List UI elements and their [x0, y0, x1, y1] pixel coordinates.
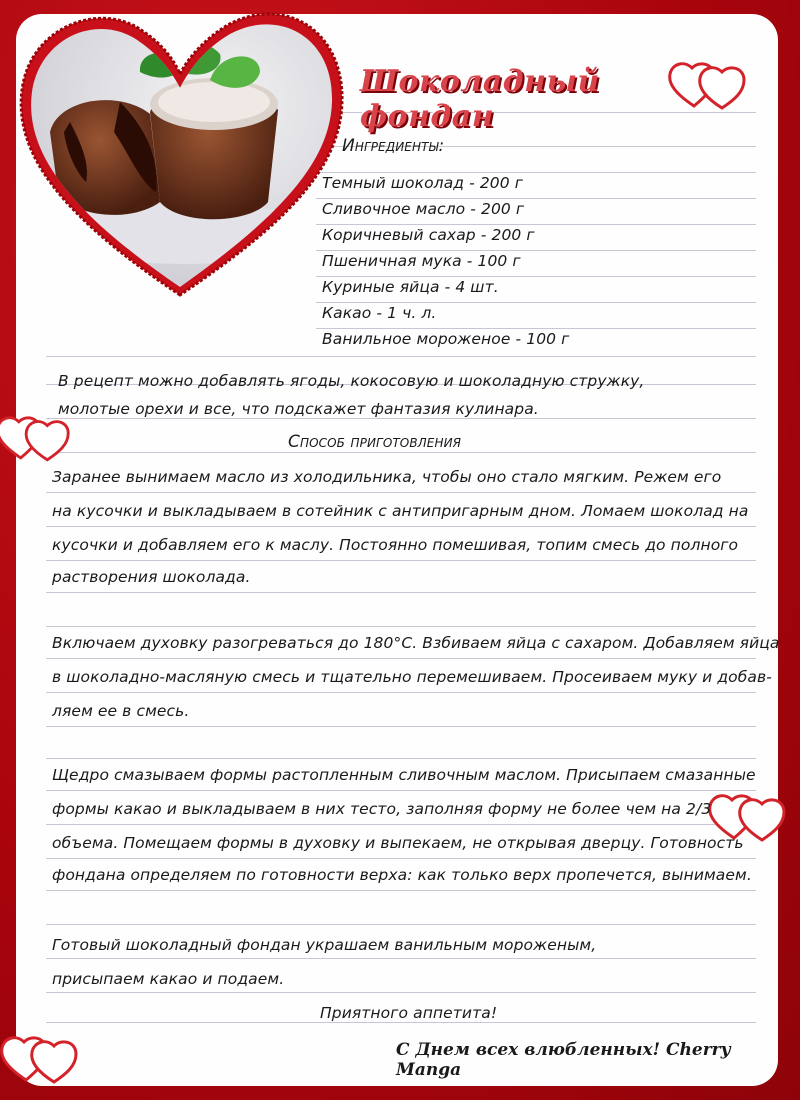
- ruled-line: [46, 692, 756, 693]
- ingredient-item: Сливочное масло - 200 г: [322, 200, 525, 218]
- ruled-line: [46, 858, 756, 859]
- ruled-line: [46, 824, 756, 825]
- ruled-line: [46, 958, 756, 959]
- ruled-line: [316, 198, 756, 199]
- double-heart-icon: [668, 56, 748, 112]
- ruled-line: [46, 418, 756, 419]
- ingredient-item: Коричневый сахар - 200 г: [322, 226, 535, 244]
- step-line: Заранее вынимаем масло из холодильника, чтобы оно стало мягким. Режем его: [52, 468, 722, 486]
- ruled-line: [46, 560, 756, 561]
- ruled-line: [46, 658, 756, 659]
- ruled-line: [316, 302, 756, 303]
- recipe-note-line: молотые орехи и все, что подскажет фантазия кулинара.: [58, 400, 539, 418]
- step-line: растворения шоколада.: [52, 568, 251, 586]
- step-line: формы какао и выкладываем в них тесто, заполняя форму не более чем на 2/3: [52, 800, 712, 818]
- ruled-line: [46, 592, 756, 593]
- ruled-line: [46, 758, 756, 759]
- closing-text: Приятного аппетита!: [320, 1004, 498, 1022]
- step-line: объема. Помещаем формы в духовку и выпекаем, не открывая дверцу. Готовность: [52, 834, 744, 852]
- recipe-title: Шоколадный фондан: [360, 64, 600, 134]
- method-heading: Способ приготовления: [288, 432, 462, 452]
- signature: С Днем всех влюбленных! Cherry Manga: [396, 1040, 731, 1080]
- ruled-line: [316, 276, 756, 277]
- step-line: Включаем духовку разогреваться до 180°С. Взбиваем яйца с сахаром. Добавляем яйца: [52, 634, 780, 652]
- ruled-line: [316, 328, 756, 329]
- step-line: на кусочки и выкладываем в сотейник с антипригарным дном. Ломаем шоколад на: [52, 502, 749, 520]
- ruled-line: [46, 726, 756, 727]
- step-line: в шоколадно-масляную смесь и тщательно перемешиваем. Просеиваем муку и добав-: [52, 668, 772, 686]
- ruled-line: [316, 224, 756, 225]
- step-line: фондана определяем по готовности верха: как только верх пропечется, вынимаем.: [52, 866, 752, 884]
- ruled-line: [46, 1022, 756, 1023]
- double-heart-icon: [0, 1030, 80, 1086]
- ingredient-item: Пшеничная мука - 100 г: [322, 252, 521, 270]
- recipe-note-line: В рецепт можно добавлять ягоды, кокосовую и шоколадную стружку,: [58, 372, 645, 390]
- ingredient-item: Ванильное мороженое - 100 г: [322, 330, 570, 348]
- ruled-line: [46, 890, 756, 891]
- step-line: ляем ее в смесь.: [52, 702, 190, 720]
- ruled-line: [46, 626, 756, 627]
- ingredient-item: Темный шоколад - 200 г: [322, 174, 524, 192]
- ruled-line: [316, 172, 756, 173]
- double-heart-icon: [0, 410, 72, 464]
- ruled-line: [46, 992, 756, 993]
- ruled-line: [46, 452, 756, 453]
- ingredient-item: Куриные яйца - 4 шт.: [322, 278, 499, 296]
- ruled-line: [46, 492, 756, 493]
- step-line: кусочки и добавляем его к маслу. Постоянно помешивая, топим смесь до полного: [52, 536, 739, 554]
- fondant-photo-heart: [10, 2, 350, 302]
- ruled-line: [46, 924, 756, 925]
- step-line: присыпаем какао и подаем.: [52, 970, 285, 988]
- ruled-line: [46, 526, 756, 527]
- ruled-line: [46, 356, 756, 357]
- step-line: Готовый шоколадный фондан украшаем ванильным мороженым,: [52, 936, 597, 954]
- ruled-line: [316, 250, 756, 251]
- step-line: Щедро смазываем формы растопленным сливочным маслом. Присыпаем смазанные: [52, 766, 756, 784]
- ingredients-heading: Ингредиенты:: [342, 136, 445, 156]
- ingredient-item: Какао - 1 ч. л.: [322, 304, 437, 322]
- ruled-line: [46, 790, 756, 791]
